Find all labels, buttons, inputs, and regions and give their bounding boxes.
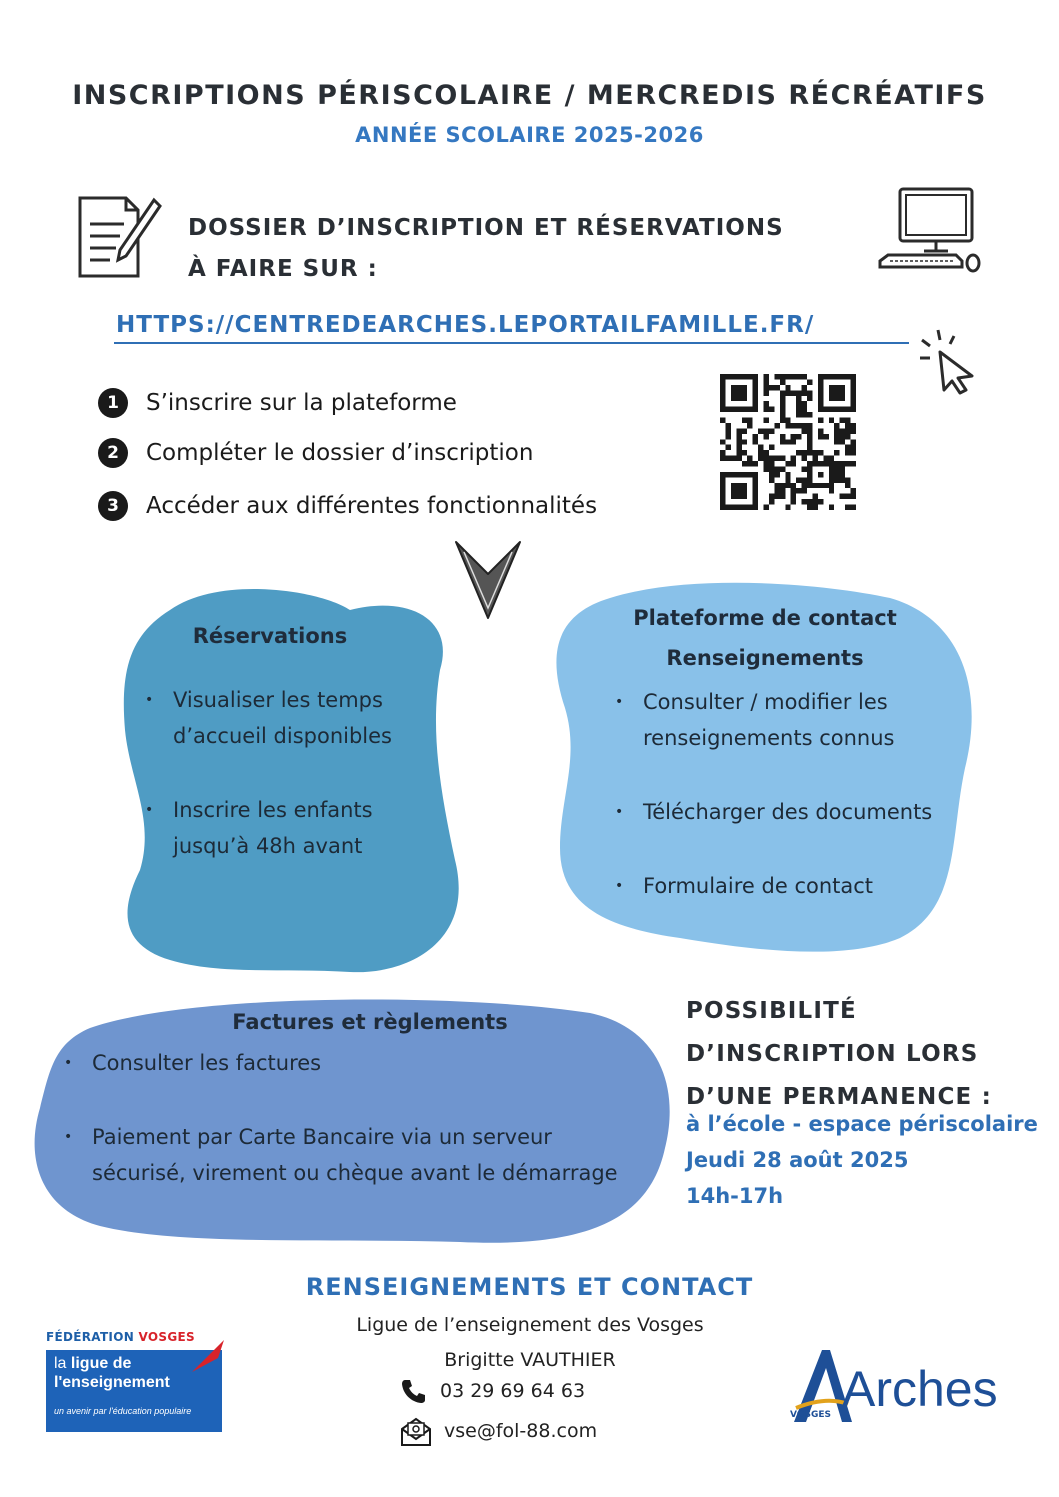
document-pen-icon [74,190,166,282]
step-2 [98,438,533,468]
ligue-logo-line1-b: ligue de [70,1355,132,1372]
ligue-federation-prefix: FÉDÉRATION [46,1330,139,1344]
factures-list [64,1045,634,1191]
factures-title: Factures et règlements [232,1010,508,1034]
reservations-item-2: • Inscrire les enfants jusqu’à 48h avant [145,792,425,864]
plateforme-list [615,684,945,904]
contact-org: Ligue de l’enseignement des Vosges [356,1314,704,1336]
arches-region: VOSGES [790,1410,831,1420]
arches-name: Arches [842,1361,998,1417]
step-1-label: S’inscrire sur la plateforme [146,390,457,416]
page-title: INSCRIPTIONS PÉRISCOLAIRE / MERCREDIS RÉCRÉATIFS [72,80,987,111]
dossier-heading [188,208,784,290]
plateforme-title-line1: Plateforme de contact [633,606,897,630]
contact-email-row [400,1415,597,1447]
arches-logo [786,1346,1016,1426]
contact-person: Brigitte VAUTHIER [444,1349,616,1371]
ligue-red-arrow-icon [188,1336,228,1376]
dossier-line1: DOSSIER D’INSCRIPTION ET RÉSERVATIONS [188,215,784,241]
permanence-heading [686,990,992,1119]
reservations-title: Réservations [192,624,348,648]
permanence-date: Jeudi 28 août 2025 [686,1148,909,1172]
qr-code[interactable] [720,374,856,510]
ligue-logo-line2: l'enseignement [54,1374,170,1391]
permanence-line2: D’INSCRIPTION LORS [686,1041,979,1067]
permanence-line1: POSSIBILITÉ [686,998,857,1024]
ligue-logo-line1-a: la [54,1355,71,1372]
envelope-at-icon [400,1415,432,1447]
factures-item-2: • Paiement par Carte Bancaire via un serveur sécurisé, virement ou chèque avant le démarrage [64,1119,634,1191]
plateforme-title-line2: Renseignements [666,646,864,670]
portal-url-link[interactable]: HTTPS://CENTREDEARCHES.LEPORTAILFAMILLE.FR/ [116,312,815,338]
plateforme-item-3: • Formulaire de contact [615,868,945,904]
phone-icon [400,1378,428,1404]
step-3-number: 3 [98,491,128,521]
school-year-subtitle: ANNÉE SCOLAIRE 2025-2026 [355,123,704,147]
url-underline [114,342,909,344]
computer-icon [876,185,984,277]
step-2-label: Compléter le dossier d’inscription [146,440,534,466]
contact-title: RENSEIGNEMENTS ET CONTACT [305,1273,754,1301]
contact-phone-row [400,1378,585,1404]
step-1-number: 1 [98,388,128,418]
plateforme-item-1: • Consulter / modifier les renseignements connus [615,684,945,756]
dossier-line2: À FAIRE SUR : [188,256,378,282]
ligue-federation-name: VOSGES [138,1330,195,1344]
ligue-logo [46,1330,236,1432]
step-2-number: 2 [98,438,128,468]
reservations-list [145,682,425,864]
permanence-place: à l’école - espace périscolaire [686,1112,1038,1136]
permanence-line3: D’UNE PERMANENCE : [686,1084,993,1110]
step-1 [98,388,457,418]
permanence-details [686,1106,1038,1214]
plateforme-title [580,598,950,678]
cursor-click-icon [916,326,980,396]
step-3 [98,491,597,521]
contact-email[interactable]: vse@fol-88.com [444,1420,598,1442]
contact-phone[interactable]: 03 29 69 64 63 [440,1380,586,1402]
reservations-item-1: • Visualiser les temps d’accueil disponibles [145,682,425,754]
plateforme-item-2: • Télécharger des documents [615,794,945,830]
ligue-logo-box [46,1350,222,1432]
permanence-hours: 14h-17h [686,1184,784,1208]
step-3-label: Accéder aux différentes fonctionnalités [146,493,598,519]
ligue-logo-tagline: un avenir par l'éducation populaire [54,1406,192,1416]
factures-item-1: • Consulter les factures [64,1045,634,1081]
